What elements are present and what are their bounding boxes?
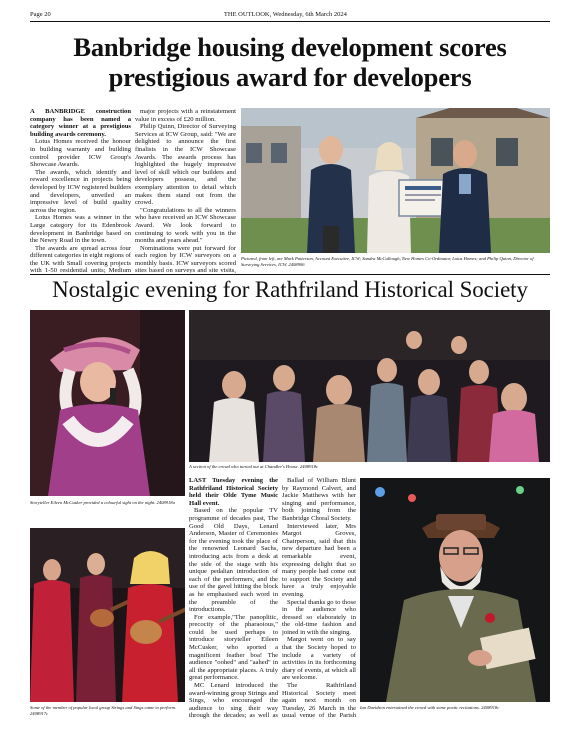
caption-crowd: A section of the crowd who turned out at Chandler's House. 2408918c [189,464,319,469]
body-paragraph [189,477,278,507]
body-paragraph: Based on the popular TV programme of decades past, The Good Old Days, Lenard Anderson, Master of Ceremonies for the evening took the place of the renowned Leonard Sachs, introducing acts from a desk at the side of the stage with his unique pedalian introduction of each of the performers, and the use of the gavel hitting the block as he emphasised each word in the preamble of the introductions. [189,507,278,614]
caption-award-photo: Pictured, from left, are Mark Patterson, Account Executive, ICW; Sandra McCullough, New Homes Co-Ordinator, Lotus Homes; and Philip Quinn, Director of Surveying Services, ICW. 2408906 [241,256,534,267]
caption-storyteller: Storyteller Eileen McCusker provided a colourful sight on the night. 2408918a [30,500,175,505]
body-paragraph: Philip Quinn, Director of Surveying Services at ICW Group, said: "We are delighted to announce the first finalists in the ICW Showcase Awards. The awards process has highlighted the hugely impressive level of skill which our builders and developers possess, and the exemplary attention to detail which makes them stand out from the crowd. [135,123,236,207]
lead-paragraph: A BANBRIDGE construction company has been named a category winner at a prestigious building awards ceremony. [30,108,131,138]
masthead-date: THE OUTLOOK, Wednesday, 6th March 2024 [223,10,347,18]
body-paragraph: Interviewed later, Mrs Margot Groves, Chairperson, said that this new departure had been a remarkable event, expressing delight that so many people had come out to support the Society and have a truly enjoyable evening. [282,522,356,598]
page-header [30,8,550,20]
photo-ian-davidson [360,478,550,702]
body-paragraph: Lotus Homes received the honour in building warranty and building control provider ICW Group's Showcase Awards. [30,138,131,169]
body-paragraph: major projects with a reinstatement value in excess of £20 million. [135,108,236,123]
body-paragraph: The awards are spread across four different categories in eight regions of the UK with Small covering projects with 1-50 residential units; Medium [30,244,131,273]
photo-storyteller [30,310,185,496]
body-paragraph: Special thanks go to those in the audience who dressed so elaborately in the old-time fashion and joined in with the singing. [282,598,356,636]
story1-column-2 [135,108,236,273]
body-paragraph [30,108,131,138]
body-paragraph: Ballad of William Blunt by Raymond Calvert, and Jackie Matthews with her singing and performance, both joining from the Banbridge Choral Society. [282,477,356,522]
story2-column-1 [189,477,278,719]
body-paragraph: MC Lenard introduced the award-winning group Strings and Sings, who encouraged the audience to sing their way through the decades; as well as [189,682,278,719]
photo-crowd [189,310,550,462]
body-paragraph: The awards, which identify and reward excellence in projects being developed by ICW registered builders and developers, unveiled an impressive level of build quality across the region. [30,168,131,214]
body-paragraph: Margot went on to say that the Society hoped to include a variety of activities in its forthcoming diary of events, at which all are welcome. [282,636,356,682]
header-rule [30,21,550,22]
caption-ian-davidson: Ian Davidson entertained the crowd with some poetic recitations. 2408918c [360,705,500,710]
body-paragraph: "Congratulations to all the winners who have received an ICW Showcase Award. We look forward to continuing to work with you in the months and years ahead." [135,206,236,245]
body-paragraph: For example,"The panoplitic, precocity of the pharaoious," could be used perhaps to introduce storyteller Eileen McCusker, who sported a magnificent feather boa! The audience "oohed" and "aahed" in all the appropriate places. A truly great performance. [189,613,278,682]
page-number: Page 20 [30,10,51,18]
lead-paragraph: LAST Tuesday evening the Rathfriland Historical Society held their Olde Tyme Music Hall event. [189,477,278,507]
body-paragraph: Nominations were put forward for each region by ICW surveyors on a monthly basis. ICW surveyors scored sites based on surveys and site visits, [135,244,236,273]
headline-historical-society: Nostalgic evening for Rathfriland Historical Society [52,277,528,302]
headline-housing-award: Banbridge housing development scores prestigious award for developers [73,32,507,92]
section-rule [30,274,550,275]
body-paragraph: The Rathfriland Historical Society meet again next month on Tuesday, 26 March in the usual venue of the Parish [282,682,356,719]
photo-strings-and-sings [30,528,185,702]
story1-column-1 [30,108,131,273]
caption-strings-and-sings: Some of the member of popular local group Strings and Sings came to perform. 2408917c [30,705,177,716]
story2-column-2 [282,477,356,719]
body-paragraph: Lotus Homes was a winner in the Large category for its Edenbrook development in Banbridge based on the Newry Road in the town. [30,214,131,245]
photo-award-presentation [241,108,550,253]
